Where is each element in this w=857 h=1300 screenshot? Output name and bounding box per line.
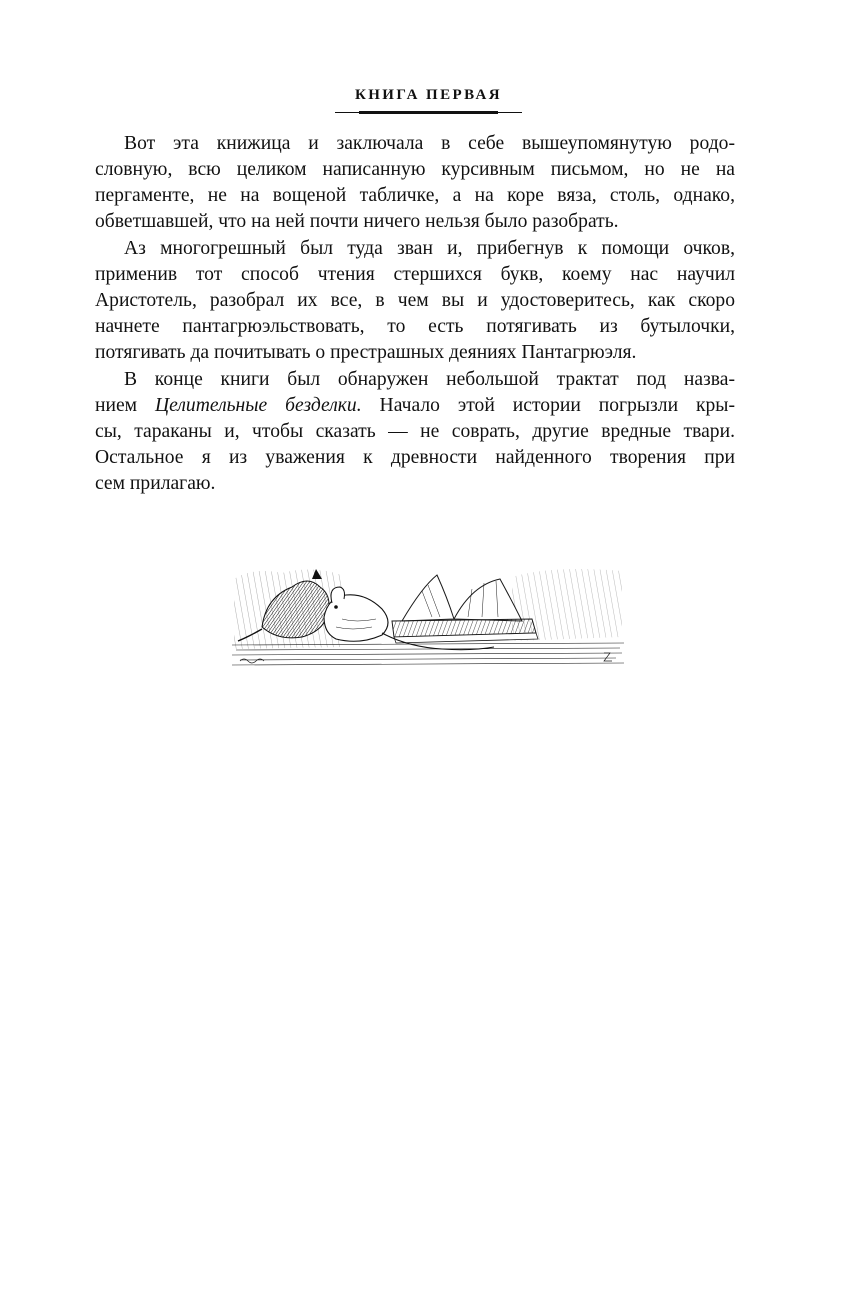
- text-line: сы, тараканы и, чтобы сказать — не соврать, другие вредные твари.: [95, 421, 735, 442]
- text-line-with-title: [95, 393, 735, 419]
- running-head-title: КНИГА ПЕРВАЯ: [354, 87, 503, 103]
- text-line: словную, всю целиком написанную курсивным письмом, но не на: [95, 159, 735, 180]
- paragraph-3: [95, 367, 735, 497]
- text-line: Остальное я из уважения к древности найденного творения при: [95, 447, 735, 468]
- engraving-image: [232, 557, 624, 669]
- body-text: [95, 131, 735, 498]
- text-line: обветшавшей, что на ней почти ничего нельзя было разобрать.: [95, 211, 619, 232]
- text-line: В конце книги был обнаружен небольшой трактат под назва-: [124, 369, 735, 390]
- paragraph-2: [95, 236, 735, 366]
- text-line: начнете пантагрюэльствовать, то есть потягивать из бутылочки,: [95, 316, 735, 337]
- text-fragment: Начало этой истории погрызли кры-: [361, 395, 736, 416]
- text-line: Аристотель, разобрал их все, в чем вы и удостоверитесь, как скоро: [95, 290, 735, 311]
- text-line: Вот эта книжица и заключала в себе вышеупомянутую родо-: [124, 133, 735, 154]
- text-line: пергаменте, не на вощеной табличке, а на коре вяза, столь, однако,: [95, 185, 735, 206]
- book-title-italic: Целительные безделки.: [155, 395, 362, 416]
- running-head-rule: [335, 111, 522, 116]
- text-line: сем прилагаю.: [95, 473, 216, 494]
- running-head: [0, 85, 857, 105]
- rats-engraving-illustration: [232, 557, 624, 669]
- text-line: потягивать да почитывать о престрашных деяниях Пантагрюэля.: [95, 342, 637, 363]
- paragraph-1: [95, 131, 735, 235]
- text-fragment: нием: [95, 395, 156, 416]
- rule-thick-line: [359, 111, 498, 114]
- text-line: применив тот способ чтения стершихся букв, коему нас научил: [95, 264, 735, 285]
- text-line: Аз многогрешный был туда зван и, прибегнув к помощи очков,: [124, 238, 735, 259]
